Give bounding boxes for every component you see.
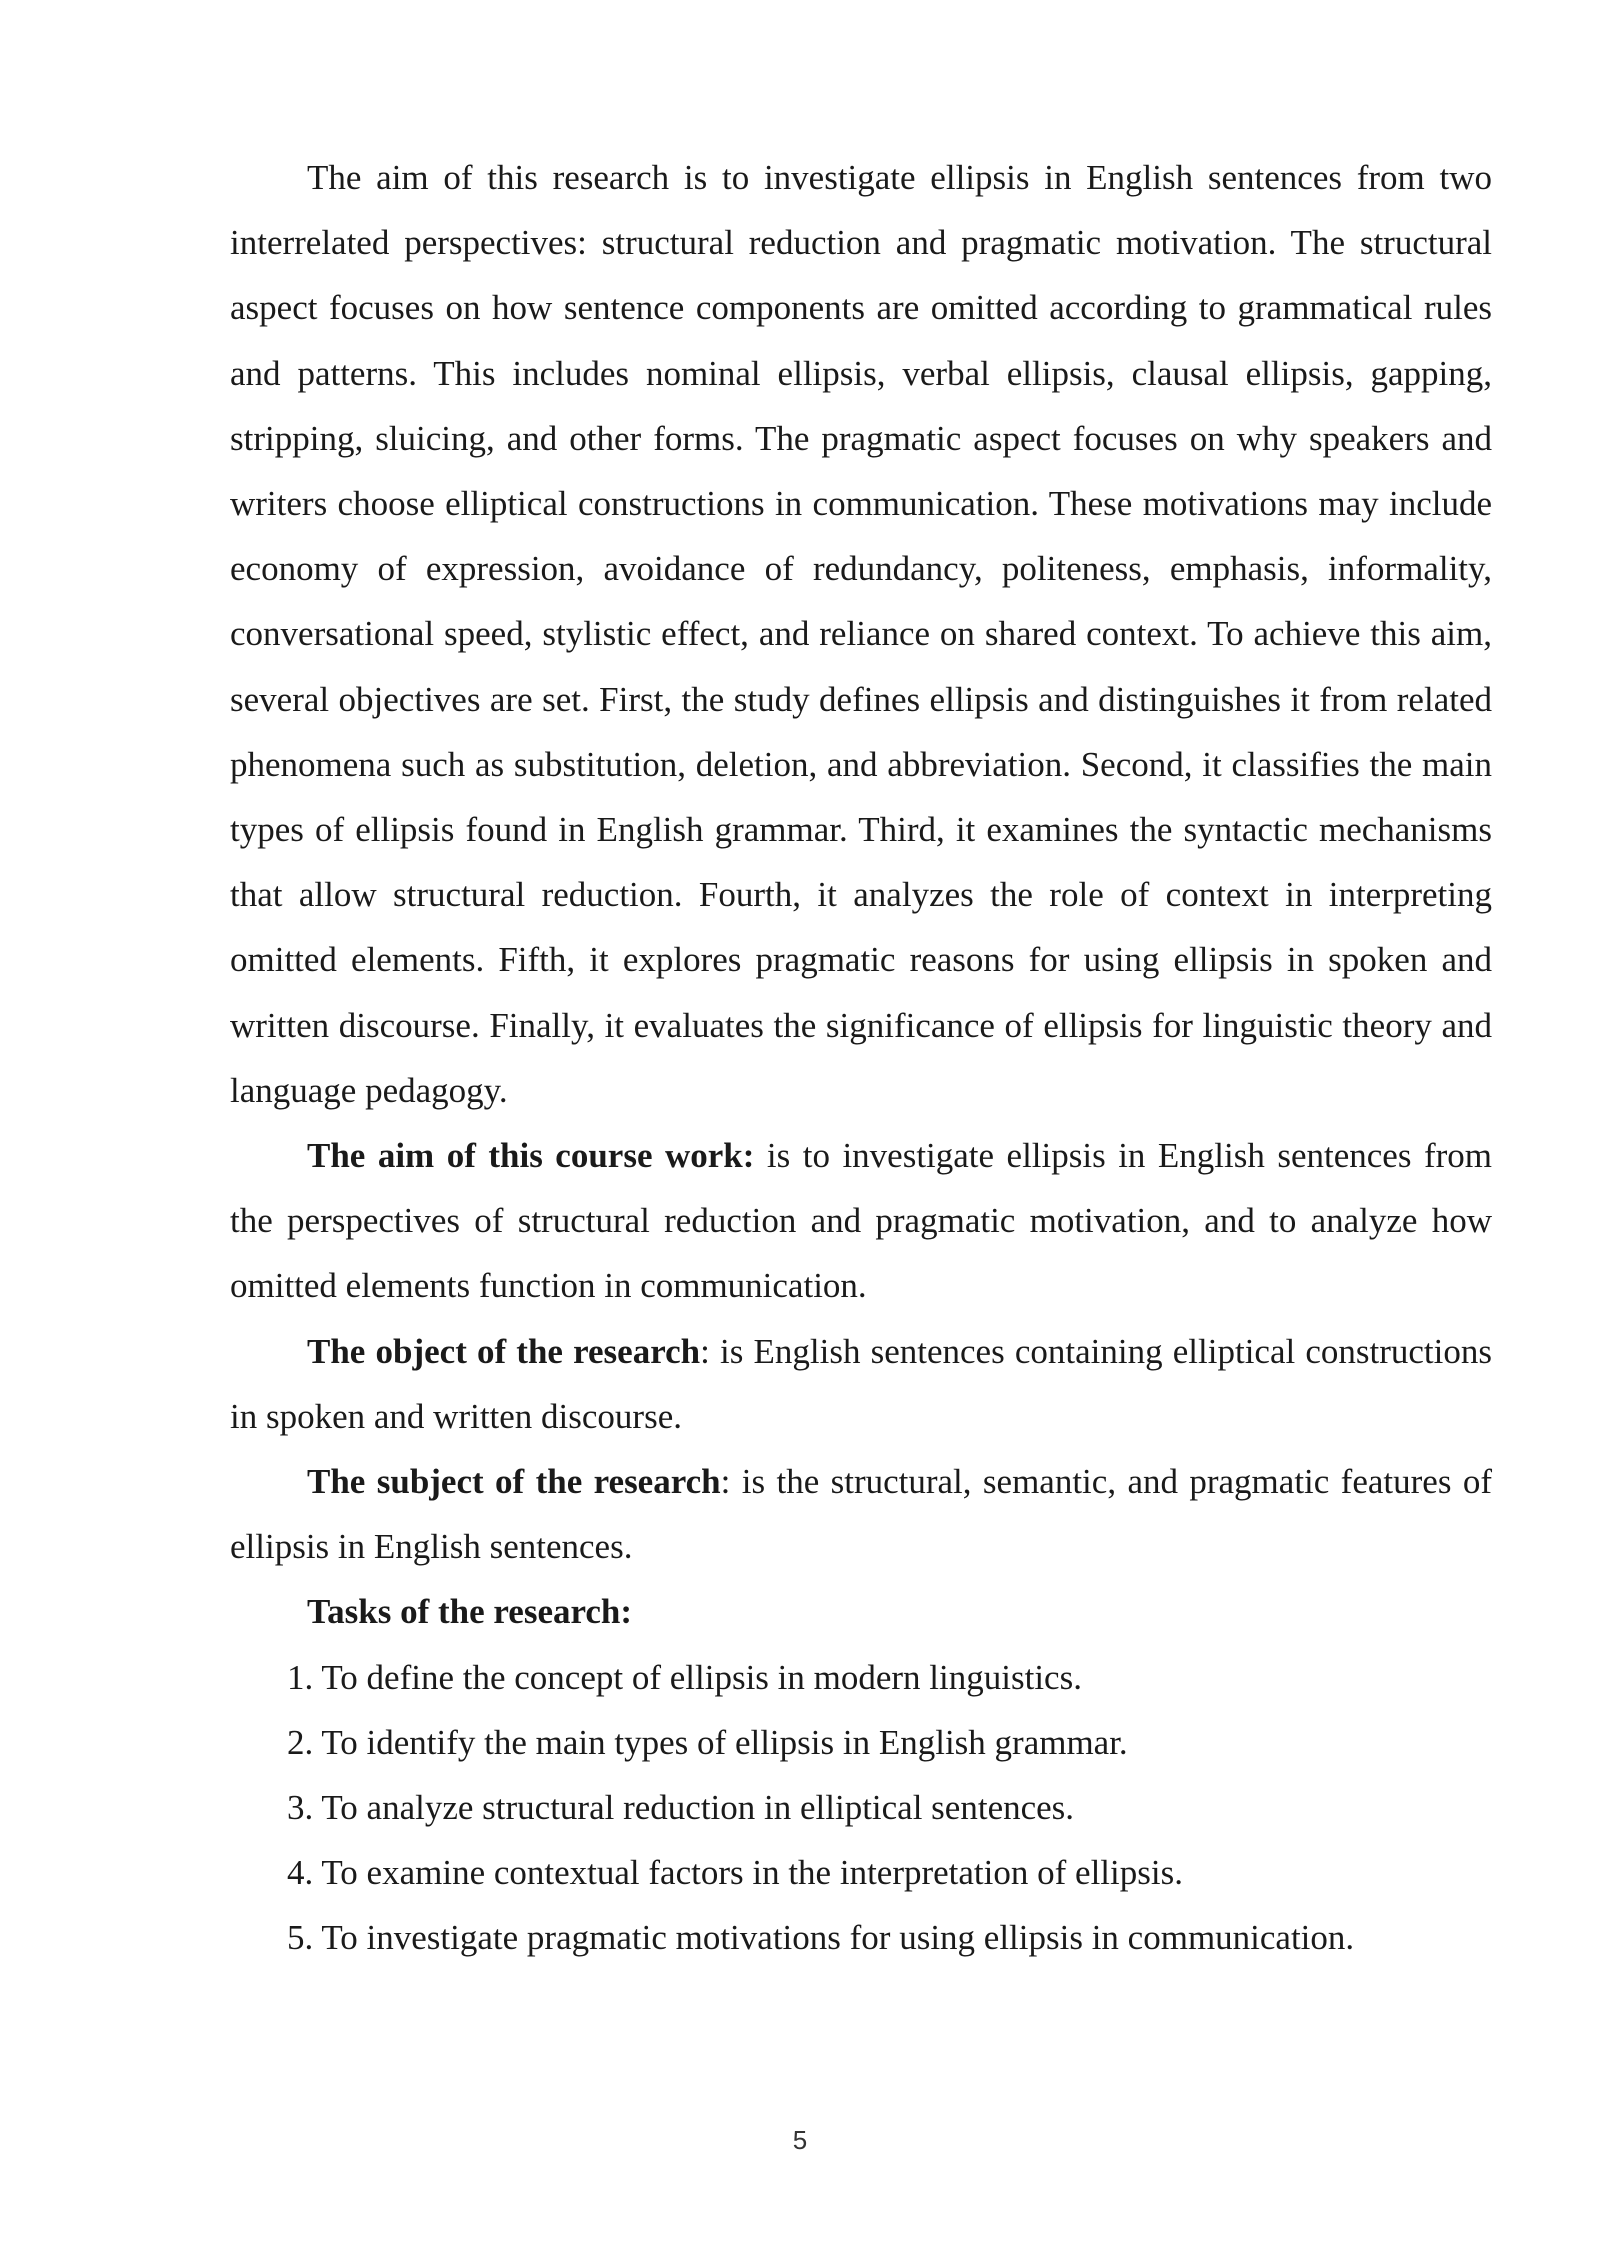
object-paragraph bbox=[230, 1319, 1492, 1449]
intro-paragraph: The aim of this research is to investigate ellipsis in English sentences from two interrelated perspectives: structural reduction and pragmatic motivation. The structural aspect focuses on how sentence components are omitted according to grammatical rules and patterns. This includes nominal ellipsis, verbal ellipsis, clausal ellipsis, gapping, stripping, sluicing, and other forms. The pragmatic aspect focuses on why speakers and writers choose elliptical constructions in communication. These motivations may include economy of expression, avoidance of redundancy, politeness, emphasis, informality, conversational speed, stylistic effect, and reliance on shared context. To achieve this aim, several objectives are set. First, the study defines ellipsis and distinguishes it from related phenomena such as substitution, deletion, and abbreviation. Second, it classifies the main types of ellipsis found in English grammar. Third, it examines the syntactic mechanisms that allow structural reduction. Fourth, it analyzes the role of context in interpreting omitted elements. Fifth, it explores pragmatic reasons for using ellipsis in spoken and written discourse. Finally, it evaluates the significance of ellipsis for linguistic theory and language pedagogy. bbox=[230, 158, 1492, 1110]
subject-label: The subject of the research bbox=[307, 1462, 721, 1502]
task-item-3: 3. To analyze structural reduction in elliptical sentences. bbox=[287, 1788, 1075, 1828]
task-item-4: 4. To examine contextual factors in the interpretation of ellipsis. bbox=[287, 1853, 1183, 1893]
tasks-heading: Tasks of the research: bbox=[307, 1592, 633, 1632]
aim-label: The aim of this course work: bbox=[307, 1136, 755, 1176]
subject-paragraph bbox=[230, 1449, 1492, 1579]
aim-text: is to investigate ellipsis in English sentences from the perspectives of structural reduction and pragmatic motivation, and to analyze how omitted elements function in communication. bbox=[230, 1136, 1492, 1306]
tasks-list bbox=[230, 1645, 1492, 1971]
object-text: : is English sentences containing elliptical constructions in spoken and written discourse. bbox=[230, 1331, 1493, 1436]
document-page bbox=[230, 145, 1492, 1971]
task-item-1: 1. To define the concept of ellipsis in modern linguistics. bbox=[287, 1657, 1082, 1697]
aim-paragraph bbox=[230, 1123, 1492, 1319]
object-label: The object of the research bbox=[307, 1331, 701, 1371]
task-item-5: 5. To investigate pragmatic motivations for using ellipsis in communication. bbox=[287, 1918, 1355, 1958]
task-item-2: 2. To identify the main types of ellipsis in English grammar. bbox=[287, 1722, 1128, 1762]
subject-text: : is the structural, semantic, and pragmatic features of ellipsis in English sentences. bbox=[230, 1462, 1492, 1567]
page-number: 5 bbox=[792, 2125, 808, 2155]
